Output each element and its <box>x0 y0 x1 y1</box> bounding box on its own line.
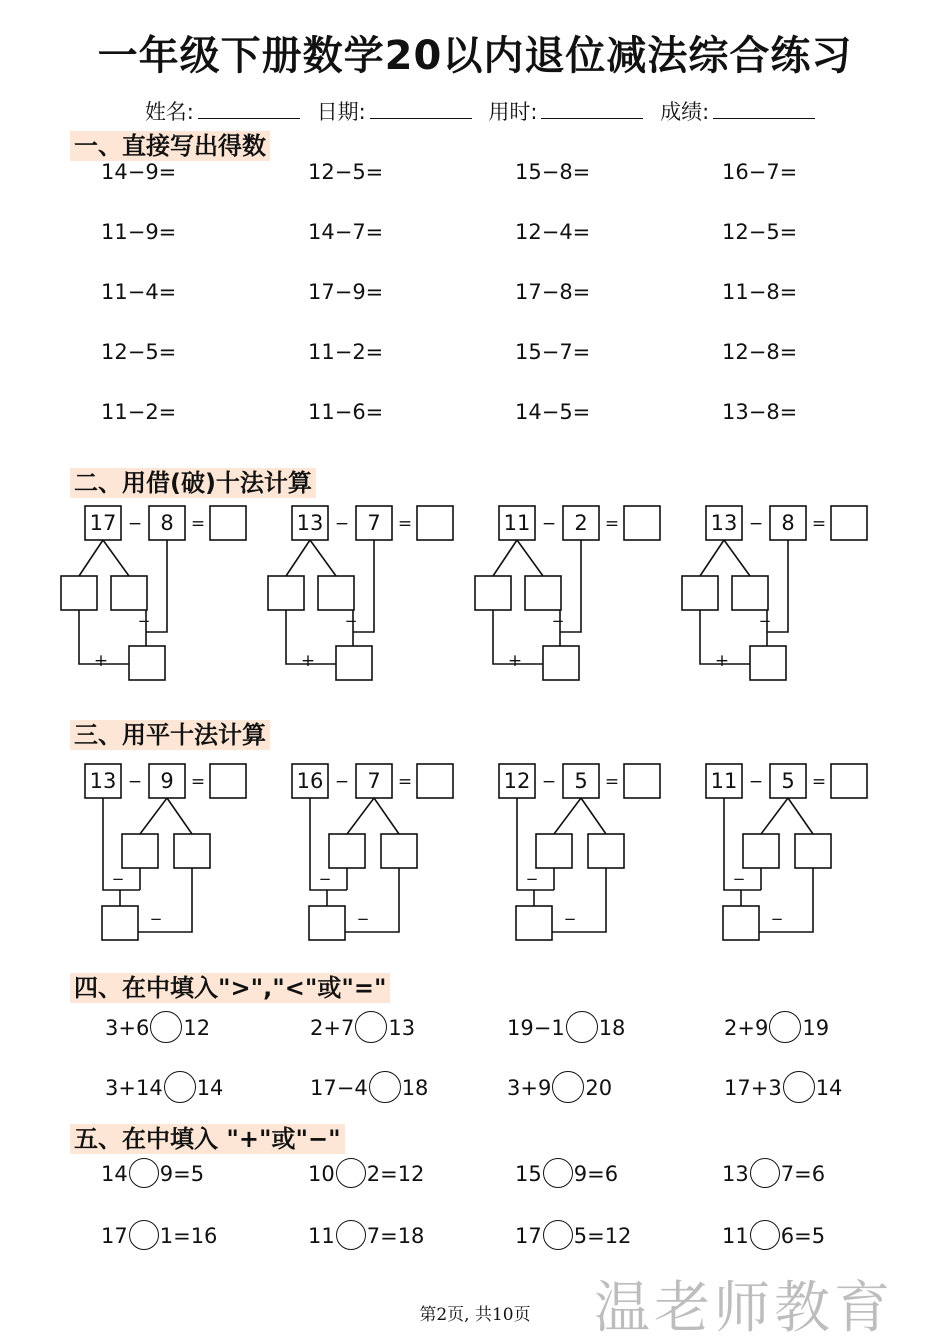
section-4-heading: 四、在中填入">","<"或"=" <box>70 973 390 1003</box>
split-box-ten[interactable] <box>475 576 511 610</box>
level-ten-diagram <box>58 758 258 946</box>
minus-sign: − <box>748 514 764 534</box>
left-expression: 17 <box>101 1224 128 1248</box>
left-expression: 13 <box>722 1162 749 1186</box>
equation: 11−6= <box>308 400 384 424</box>
answer-circle[interactable] <box>150 1011 182 1043</box>
level-ten-diagram <box>472 758 672 946</box>
minus-sign: − <box>334 514 350 534</box>
equation: 12−8= <box>722 340 798 364</box>
answer-circle[interactable] <box>566 1011 598 1043</box>
minuend: 16 <box>296 769 324 793</box>
answer-circle[interactable] <box>769 1011 801 1043</box>
right-expression: 19 <box>802 1016 830 1040</box>
fill-in-item <box>310 1073 428 1105</box>
equation: 12−4= <box>515 220 591 244</box>
fill-in-item <box>310 1013 415 1045</box>
minus-sign: − <box>732 870 746 888</box>
result-box[interactable] <box>750 646 786 680</box>
result-box[interactable] <box>309 906 345 940</box>
connector-line <box>140 798 167 834</box>
answer-box[interactable] <box>624 764 660 798</box>
answer-box[interactable] <box>210 506 246 540</box>
left-expression: 3+14 <box>105 1076 163 1100</box>
date-label: 日期: <box>316 100 366 124</box>
answer-circle[interactable] <box>369 1071 401 1103</box>
page-footer: 第2页, 共10页 <box>419 1305 531 1325</box>
equation: 14−7= <box>308 220 384 244</box>
left-expression: 3+9 <box>507 1076 552 1100</box>
fill-in-item <box>515 1160 618 1190</box>
equals-sign: = <box>397 514 413 534</box>
result-box[interactable] <box>516 906 552 940</box>
fill-in-item <box>507 1073 612 1105</box>
answer-box[interactable] <box>624 506 660 540</box>
connector-line <box>347 798 374 834</box>
borrow-ten-diagram <box>265 500 465 688</box>
equation: 11−2= <box>101 400 177 424</box>
name-field[interactable] <box>198 100 300 119</box>
equals-sign: = <box>811 772 827 792</box>
level-ten-diagram <box>679 758 879 946</box>
left-expression: 17 <box>515 1224 542 1248</box>
split-box-first[interactable] <box>536 834 572 868</box>
equation: 16−7= <box>722 160 798 184</box>
subtrahend: 8 <box>781 511 795 535</box>
subtrahend: 2 <box>574 511 588 535</box>
connector-line <box>167 798 192 834</box>
equation: 11−2= <box>308 340 384 364</box>
split-box-ten[interactable] <box>61 576 97 610</box>
result-box[interactable] <box>723 906 759 940</box>
connector-line <box>103 540 129 576</box>
left-expression: 3+6 <box>105 1016 150 1040</box>
equation: 14−5= <box>515 400 591 424</box>
minuend: 13 <box>296 511 324 535</box>
answer-circle[interactable] <box>783 1071 815 1103</box>
connector-line <box>310 540 336 576</box>
minus-sign: − <box>111 870 125 888</box>
connector-line <box>374 798 399 834</box>
minus-sign: − <box>356 910 370 928</box>
fill-in-item <box>507 1013 625 1045</box>
subtrahend: 5 <box>574 769 588 793</box>
split-box-ones[interactable] <box>525 576 561 610</box>
left-expression: 11 <box>308 1224 335 1248</box>
minus-sign: − <box>541 514 557 534</box>
connector-line <box>345 868 399 932</box>
minus-sign: − <box>541 772 557 792</box>
answer-circle[interactable] <box>355 1011 387 1043</box>
watermark-logo: 温老师教育 <box>594 1276 894 1341</box>
answer-circle[interactable] <box>336 1158 366 1188</box>
result-box[interactable] <box>102 906 138 940</box>
connector-line <box>761 798 788 834</box>
equals-sign: = <box>604 772 620 792</box>
minus-sign: − <box>563 910 577 928</box>
answer-box[interactable] <box>417 506 453 540</box>
borrow-ten-diagram <box>58 500 258 688</box>
section-1-heading: 一、直接写出得数 <box>70 131 270 161</box>
connector-line <box>581 798 606 834</box>
equation: 17−9= <box>308 280 384 304</box>
result-box[interactable] <box>129 646 165 680</box>
left-expression: 19−1 <box>507 1016 565 1040</box>
connector-line <box>759 868 813 932</box>
connector-line <box>700 540 724 576</box>
fill-in-item <box>308 1222 424 1252</box>
split-box-first[interactable] <box>329 834 365 868</box>
answer-circle[interactable] <box>750 1220 780 1250</box>
minus-sign: − <box>551 612 565 630</box>
minuend: 11 <box>710 769 738 793</box>
answer-box[interactable] <box>831 764 867 798</box>
subtrahend: 7 <box>367 769 381 793</box>
fill-in-item <box>101 1160 204 1190</box>
left-expression: 11 <box>722 1224 749 1248</box>
connector-line <box>79 540 103 576</box>
minus-sign: − <box>127 514 143 534</box>
subtrahend: 5 <box>781 769 795 793</box>
minus-sign: − <box>770 910 784 928</box>
connector-line <box>517 540 543 576</box>
equation: 14−9= <box>101 160 177 184</box>
minus-sign: − <box>748 772 764 792</box>
equation: 11−4= <box>101 280 177 304</box>
connector-line <box>554 798 581 834</box>
answer-box[interactable] <box>831 506 867 540</box>
minuend: 13 <box>710 511 738 535</box>
fill-in-item <box>724 1013 829 1045</box>
right-expression: 1=16 <box>159 1224 218 1248</box>
equation: 15−8= <box>515 160 591 184</box>
left-expression: 14 <box>101 1162 128 1186</box>
equals-sign: = <box>190 772 206 792</box>
minus-sign: − <box>344 612 358 630</box>
minuend: 13 <box>89 769 117 793</box>
answer-circle[interactable] <box>129 1158 159 1188</box>
fill-in-item <box>101 1222 217 1252</box>
left-expression: 2+7 <box>310 1016 355 1040</box>
answer-circle[interactable] <box>750 1158 780 1188</box>
connector-line <box>138 868 192 932</box>
score-label: 成绩: <box>660 100 710 124</box>
answer-circle[interactable] <box>543 1158 573 1188</box>
equals-sign: = <box>604 514 620 534</box>
section-2-heading: 二、用借(破)十法计算 <box>70 468 316 498</box>
time-field[interactable] <box>541 100 643 119</box>
equation: 12−5= <box>722 220 798 244</box>
equation: 13−8= <box>722 400 798 424</box>
minus-sign: − <box>758 612 772 630</box>
plus-sign: + <box>714 651 730 671</box>
plus-sign: + <box>507 651 523 671</box>
split-box-ones[interactable] <box>732 576 768 610</box>
right-expression: 9=5 <box>159 1162 205 1186</box>
left-expression: 17+3 <box>724 1076 782 1100</box>
connector-line <box>724 540 750 576</box>
left-expression: 10 <box>308 1162 335 1186</box>
left-expression: 17−4 <box>310 1076 368 1100</box>
time-label: 用时: <box>488 100 538 124</box>
answer-circle[interactable] <box>129 1220 159 1250</box>
section-5-heading: 五、在中填入 "+"或"−" <box>70 1124 345 1154</box>
answer-circle[interactable] <box>336 1220 366 1250</box>
fill-in-item <box>105 1013 210 1045</box>
result-box[interactable] <box>543 646 579 680</box>
plus-sign: + <box>300 651 316 671</box>
equation: 17−8= <box>515 280 591 304</box>
level-ten-diagram <box>265 758 465 946</box>
equation: 15−7= <box>515 340 591 364</box>
equation: 12−5= <box>101 340 177 364</box>
right-expression: 5=12 <box>573 1224 632 1248</box>
split-box-second[interactable] <box>381 834 417 868</box>
equals-sign: = <box>811 514 827 534</box>
fill-in-item <box>105 1073 223 1105</box>
right-expression: 18 <box>598 1016 626 1040</box>
page-title: 一年级下册数学20以内退位减法综合练习 <box>97 33 853 79</box>
plus-sign: + <box>93 651 109 671</box>
connector-line <box>788 798 813 834</box>
minus-sign: − <box>137 612 151 630</box>
split-box-ten[interactable] <box>682 576 718 610</box>
right-expression: 12 <box>183 1016 211 1040</box>
answer-circle[interactable] <box>543 1220 573 1250</box>
name-label: 姓名: <box>144 100 194 124</box>
minus-sign: − <box>149 910 163 928</box>
right-expression: 14 <box>196 1076 224 1100</box>
answer-box[interactable] <box>417 764 453 798</box>
fill-in-item <box>722 1222 825 1252</box>
right-expression: 20 <box>585 1076 613 1100</box>
equation: 12−5= <box>308 160 384 184</box>
date-field[interactable] <box>370 100 472 119</box>
fill-in-item <box>515 1222 631 1252</box>
subtrahend: 7 <box>367 511 381 535</box>
answer-box[interactable] <box>210 764 246 798</box>
result-box[interactable] <box>336 646 372 680</box>
borrow-ten-diagram <box>679 500 879 688</box>
minus-sign: − <box>127 772 143 792</box>
left-expression: 2+9 <box>724 1016 769 1040</box>
left-expression: 15 <box>515 1162 542 1186</box>
right-expression: 14 <box>815 1076 843 1100</box>
subtrahend: 9 <box>160 769 174 793</box>
equals-sign: = <box>190 514 206 534</box>
split-box-ones[interactable] <box>111 576 147 610</box>
score-field[interactable] <box>713 100 815 119</box>
connector-line <box>552 868 606 932</box>
split-box-ones[interactable] <box>318 576 354 610</box>
student-info-line <box>0 96 950 126</box>
answer-circle[interactable] <box>164 1071 196 1103</box>
split-box-ten[interactable] <box>268 576 304 610</box>
fill-in-item <box>722 1160 825 1190</box>
split-box-second[interactable] <box>588 834 624 868</box>
minuend: 17 <box>89 511 117 535</box>
split-box-first[interactable] <box>743 834 779 868</box>
equals-sign: = <box>397 772 413 792</box>
minus-sign: − <box>318 870 332 888</box>
equation: 11−8= <box>722 280 798 304</box>
minuend: 11 <box>503 511 531 535</box>
right-expression: 9=6 <box>573 1162 619 1186</box>
section-3-heading: 三、用平十法计算 <box>70 720 270 750</box>
fill-in-item <box>724 1073 842 1105</box>
subtrahend: 8 <box>160 511 174 535</box>
split-box-second[interactable] <box>795 834 831 868</box>
minuend: 12 <box>503 769 531 793</box>
right-expression: 18 <box>401 1076 429 1100</box>
right-expression: 7=18 <box>366 1224 425 1248</box>
right-expression: 7=6 <box>780 1162 826 1186</box>
right-expression: 13 <box>388 1016 416 1040</box>
answer-circle[interactable] <box>552 1071 584 1103</box>
split-box-first[interactable] <box>122 834 158 868</box>
minus-sign: − <box>334 772 350 792</box>
borrow-ten-diagram <box>472 500 672 688</box>
right-expression: 6=5 <box>780 1224 826 1248</box>
minus-sign: − <box>525 870 539 888</box>
split-box-second[interactable] <box>174 834 210 868</box>
connector-line <box>286 540 310 576</box>
fill-in-item <box>308 1160 424 1190</box>
equation: 11−9= <box>101 220 177 244</box>
right-expression: 2=12 <box>366 1162 425 1186</box>
connector-line <box>493 540 517 576</box>
